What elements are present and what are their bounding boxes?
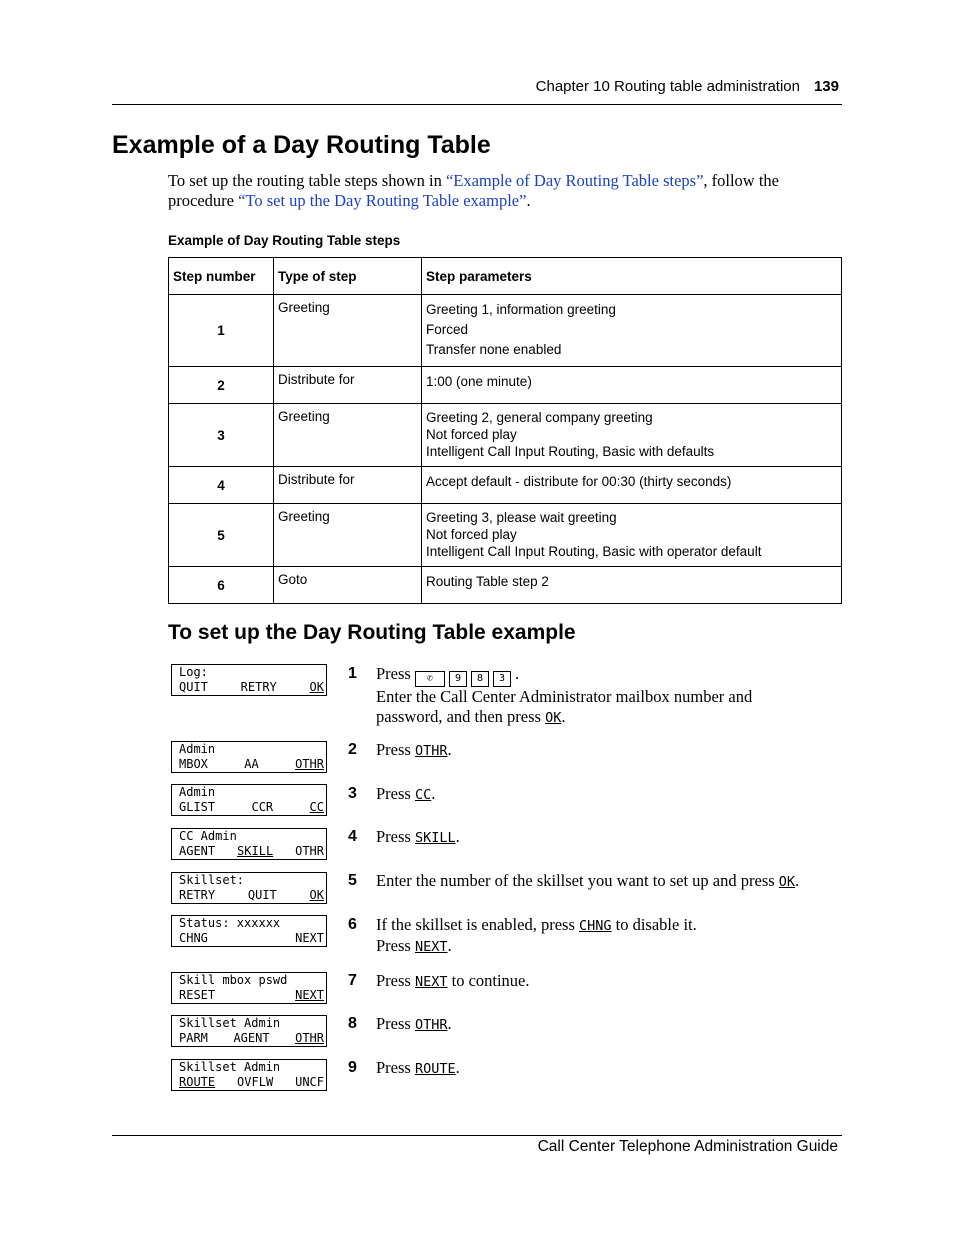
step-number: 8 xyxy=(348,1015,357,1032)
step-instruction: Press xyxy=(376,740,415,759)
table-row xyxy=(169,295,842,367)
softkey-chng[interactable]: CHNG xyxy=(179,931,208,945)
keyword: CHNG xyxy=(579,918,612,934)
step-text xyxy=(376,915,816,957)
param-line: Greeting 1, information greeting xyxy=(426,302,616,317)
softkey-ok[interactable]: OK xyxy=(309,888,324,902)
column-header: Step parameters xyxy=(422,258,842,295)
display-line: Status: xxxxxx xyxy=(179,916,281,930)
step-number: 6 xyxy=(169,567,274,604)
step-number: 5 xyxy=(348,872,357,889)
softkey-quit[interactable]: QUIT xyxy=(179,680,208,694)
step-number: 3 xyxy=(348,785,357,802)
step-text xyxy=(376,971,816,992)
softkey-skill[interactable]: SKILL xyxy=(237,844,274,858)
lcd-display xyxy=(171,741,327,773)
softkey-quit[interactable]: QUIT xyxy=(247,888,277,902)
param-line: Transfer none enabled xyxy=(426,342,562,357)
dial-key: 3 xyxy=(493,671,511,687)
softkey-route[interactable]: ROUTE xyxy=(179,1075,216,1089)
step-text xyxy=(376,784,816,805)
step-instruction: to disable it. xyxy=(611,915,697,934)
column-header: Type of step xyxy=(274,258,422,295)
dial-key: 9 xyxy=(449,671,467,687)
param-line: Not forced play xyxy=(426,527,517,542)
page-number: 139 xyxy=(813,78,839,95)
lcd-display xyxy=(171,784,327,816)
param-line: Intelligent Call Input Routing, Basic with operator default xyxy=(426,544,762,559)
softkey-othr[interactable]: OTHR xyxy=(295,1031,324,1045)
dial-key: 8 xyxy=(471,671,489,687)
intro-text: , follow the procedure xyxy=(168,171,780,210)
step-text xyxy=(376,827,816,848)
step-number: 9 xyxy=(348,1059,357,1076)
softkey-glist[interactable]: GLIST xyxy=(179,800,216,814)
param-line: Forced xyxy=(426,322,469,337)
lcd-display xyxy=(171,872,327,904)
keyword: OTHR xyxy=(414,743,448,759)
intro-text: To set up the routing table steps shown in xyxy=(168,171,446,190)
softkey-cc[interactable]: CC xyxy=(309,800,324,814)
softkey-ccr[interactable]: CCR xyxy=(251,800,274,814)
step-instruction: Press xyxy=(376,1014,415,1033)
step-instruction: Press xyxy=(376,784,415,803)
step-number: 3 xyxy=(169,404,274,467)
display-line: Skillset Admin xyxy=(179,1060,281,1074)
step-text xyxy=(376,1014,816,1035)
table-row xyxy=(169,404,842,467)
display-line: Skillset: xyxy=(179,873,245,887)
lcd-display xyxy=(171,1015,327,1047)
param-line: Intelligent Call Input Routing, Basic with defaults xyxy=(426,444,715,459)
keyword: NEXT xyxy=(414,939,448,955)
step-text xyxy=(376,740,816,761)
step-instruction: . xyxy=(431,784,436,803)
step-type: Greeting xyxy=(274,295,422,367)
step-type: Distribute for xyxy=(274,367,422,404)
step-parameters xyxy=(422,467,842,504)
lcd-display xyxy=(171,664,327,696)
step-type: Goto xyxy=(274,567,422,604)
softkey-mbox[interactable]: MBOX xyxy=(179,757,208,771)
display-line: Admin xyxy=(179,742,216,756)
softkey-othr[interactable]: OTHR xyxy=(295,844,324,858)
step-instruction: . xyxy=(447,1014,452,1033)
keyword: OK xyxy=(778,874,796,890)
display-line: Skillset Admin xyxy=(179,1016,281,1030)
intro-paragraph xyxy=(168,171,828,211)
softkey-retry[interactable]: RETRY xyxy=(240,680,277,694)
softkey-agent[interactable]: AGENT xyxy=(233,1031,270,1045)
procedure-title: To set up the Day Routing Table example xyxy=(168,621,576,644)
lcd-display xyxy=(171,972,327,1004)
step-parameters xyxy=(422,367,842,404)
step-instruction: . xyxy=(795,871,800,890)
step-number: 2 xyxy=(348,741,357,758)
step-instruction: . xyxy=(447,740,452,759)
step-parameters xyxy=(422,567,842,604)
step-instruction: Press xyxy=(376,1058,415,1077)
step-type: Distribute for xyxy=(274,467,422,504)
display-line: Log: xyxy=(179,665,208,679)
step-number: 1 xyxy=(169,295,274,367)
softkey-ok[interactable]: OK xyxy=(309,680,324,694)
table-row xyxy=(169,467,842,504)
table-row xyxy=(169,567,842,604)
param-line: Greeting 3, please wait greeting xyxy=(426,510,617,525)
step-text xyxy=(376,1058,816,1079)
softkey-agent[interactable]: AGENT xyxy=(179,844,216,858)
step-instruction: Press xyxy=(376,971,415,990)
keyword-ok: OK xyxy=(545,710,562,726)
intro-text: . xyxy=(526,191,531,210)
keyword: SKILL xyxy=(414,830,456,846)
param-line: 1:00 (one minute) xyxy=(426,374,532,389)
param-line: Accept default - distribute for 00:30 (thirty seconds) xyxy=(426,474,732,489)
chapter-title: Chapter 10 Routing table administration xyxy=(535,78,800,95)
feature-key-icon: ✆ xyxy=(415,671,445,687)
softkey-ovflw[interactable]: OVFLW xyxy=(237,1075,274,1089)
step-number: 7 xyxy=(348,972,357,989)
step-word: Press xyxy=(376,664,411,683)
table-row xyxy=(169,367,842,404)
softkey-retry[interactable]: RETRY xyxy=(179,888,216,902)
display-line: Admin xyxy=(179,785,216,799)
link-procedure[interactable]: “To set up the Day Routing Table example” xyxy=(238,191,527,210)
page-title: Example of a Day Routing Table xyxy=(112,131,491,159)
display-line: CC Admin xyxy=(179,829,237,843)
softkey-next[interactable]: NEXT xyxy=(295,931,324,945)
step-instruction: Enter the Call Center Administrator mailbox number and password, and then press xyxy=(376,687,753,726)
step-number: 1 xyxy=(348,665,357,682)
softkey-othr[interactable]: OTHR xyxy=(295,757,324,771)
step-text: Press ✆ 9 8 3 . Enter the Call Center Administrator mailbox number and password, and then press OK. xyxy=(376,664,753,726)
keyword: CC xyxy=(414,787,432,803)
step-parameters xyxy=(422,404,842,467)
step-number: 2 xyxy=(169,367,274,404)
keyword: OTHR xyxy=(414,1017,448,1033)
softkey-aa[interactable]: AA xyxy=(244,757,259,771)
softkey-next[interactable]: NEXT xyxy=(295,988,324,1002)
step-parameters xyxy=(422,295,842,367)
softkey-reset[interactable]: RESET xyxy=(179,988,216,1002)
routing-steps-table xyxy=(168,257,842,604)
softkey-parm[interactable]: PARM xyxy=(179,1031,208,1045)
lcd-display xyxy=(171,1059,327,1091)
step-number: 5 xyxy=(169,504,274,567)
param-line: Routing Table step 2 xyxy=(426,574,549,589)
step-instruction: . xyxy=(455,1058,460,1077)
step-instruction: Enter the number of the skillset you want to set up and press xyxy=(376,871,779,890)
param-line: Greeting 2, general company greeting xyxy=(426,410,653,425)
param-line: Not forced play xyxy=(426,427,517,442)
step-instruction: . xyxy=(447,936,452,955)
header-rule xyxy=(112,104,842,105)
running-header xyxy=(536,78,839,95)
keyword: ROUTE xyxy=(414,1061,456,1077)
footer-rule xyxy=(112,1135,842,1136)
table-header-row xyxy=(169,258,842,295)
step-instruction: If the skillset is enabled, press xyxy=(376,915,579,934)
lcd-display xyxy=(171,915,327,947)
step-text xyxy=(376,871,836,892)
step-instruction: Press xyxy=(376,936,415,955)
display-line: Skill mbox pswd xyxy=(179,973,288,987)
step-type: Greeting xyxy=(274,404,422,467)
step-type: Greeting xyxy=(274,504,422,567)
link-table-steps[interactable]: “Example of Day Routing Table steps” xyxy=(445,171,704,190)
step-instruction: . xyxy=(455,827,460,846)
table-caption: Example of Day Routing Table steps xyxy=(168,233,401,248)
step-number: 4 xyxy=(169,467,274,504)
step-number: 4 xyxy=(348,828,357,845)
lcd-display xyxy=(171,828,327,860)
keyword: NEXT xyxy=(414,974,448,990)
step-instruction: to continue. xyxy=(447,971,530,990)
softkey-uncf[interactable]: UNCF xyxy=(295,1075,324,1089)
footer-title: Call Center Telephone Administration Guide xyxy=(537,1138,838,1155)
column-header: Step number xyxy=(169,258,274,295)
step-parameters xyxy=(422,504,842,567)
table-row xyxy=(169,504,842,567)
step-instruction: Press xyxy=(376,827,415,846)
step-number: 6 xyxy=(348,916,357,933)
